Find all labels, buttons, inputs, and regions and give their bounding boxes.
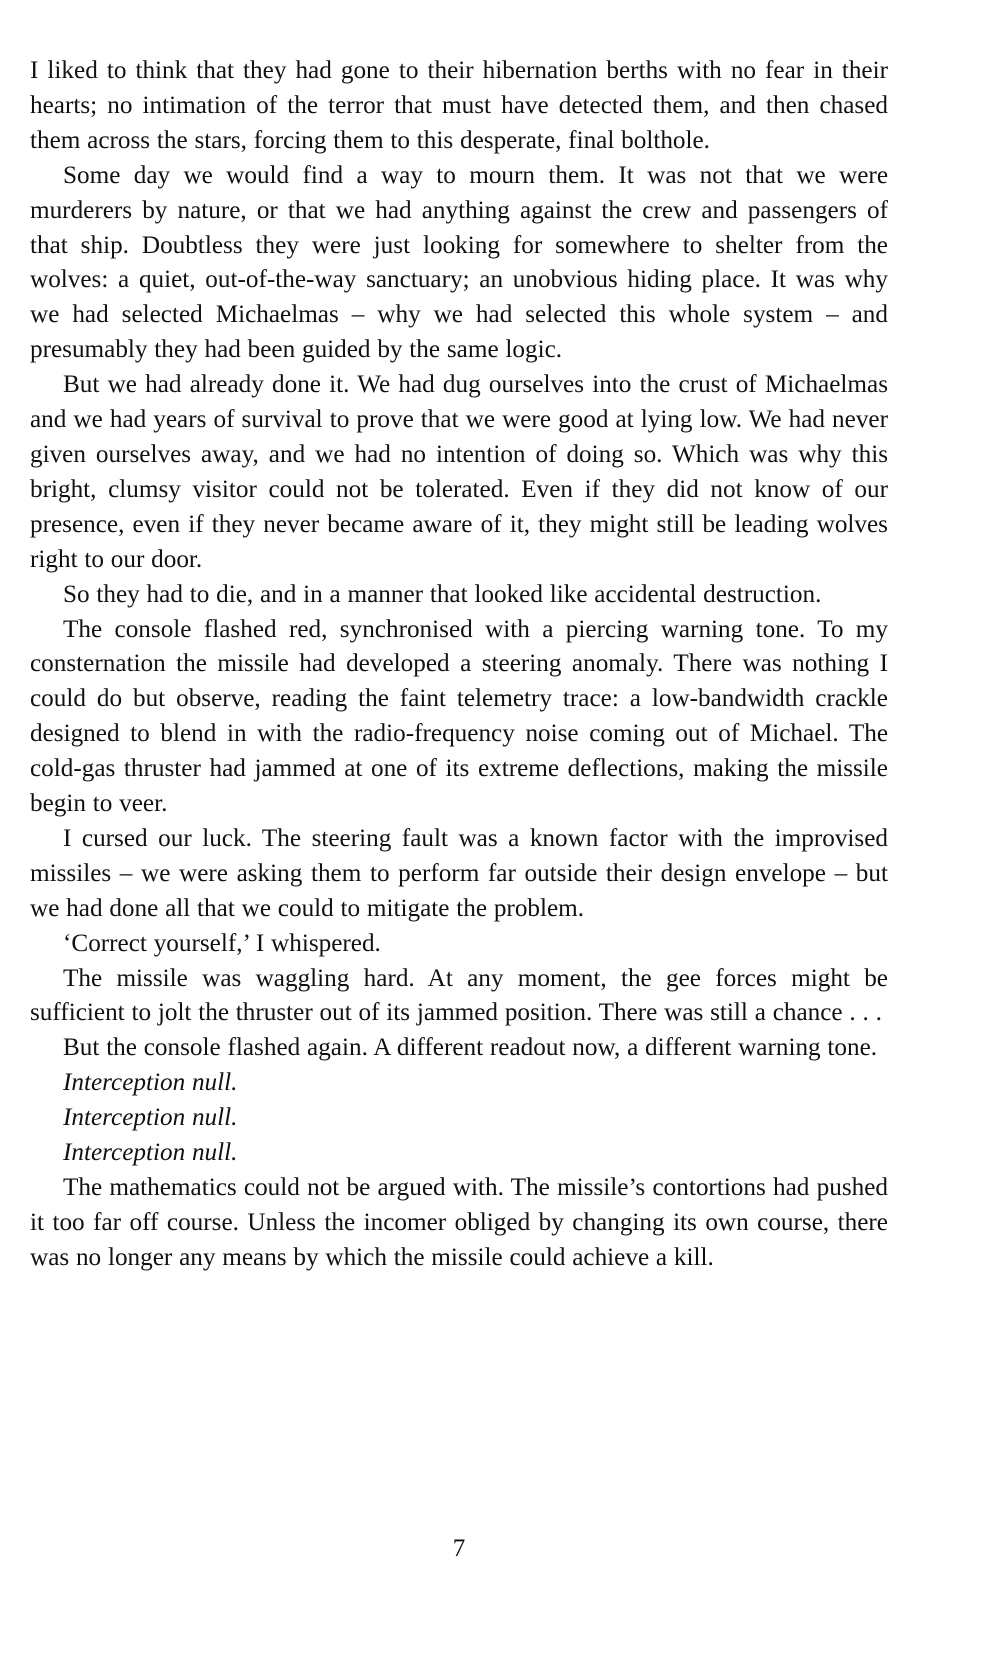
paragraph-waggling: The missile was waggling hard. At any moment, the gee forces might be sufficient to jolt the thruster out of its jammed position. There was still a chance . . . (30, 964, 888, 1027)
paragraph-flashed-again: But the console flashed again. A different readout now, a different warning tone. (63, 1034, 878, 1062)
paragraph-cursed-luck: I cursed our luck. The steering fault was a known factor with the improvised missiles – we were asking them to perform far outside their design envelope – but we had done all that we could to mitigate the problem. (30, 824, 888, 922)
paragraph-mourn: Some day we would find a way to mourn them. It was not that we were murderers by nature, or that we had anything against the crew and passengers of that ship. Doubtless they were just looking for somewhere to shelter from the wolves: a quiet, out-of-the-way sanctuary; an unobvious hiding place. It was why we had selected Michaelmas – why we had selected this whole system – and presumably they had been guided by the same logic. (30, 161, 888, 364)
paragraph-interception-3: Interception null. (63, 1139, 238, 1167)
paragraph-mathematics: The mathematics could not be argued with. The missile’s contortions had pushed it too far off course. Unless the incomer obliged by changing its own course, there was no longer any means by which the missile could achieve a kill. (30, 1174, 888, 1271)
paragraph-already-done: But we had already done it. We had dug ourselves into the crust of Michaelmas and we had years of survival to prove that we were good at lying low. We had never given ourselves away, and we had no intention of doing so. Which was why this bright, clumsy visitor could not be tolerated. Even if they did not know of our presence, even if they never became aware of it, they might still be leading wolves right to our door. (30, 371, 888, 573)
paragraph-interception-2: Interception null. (63, 1104, 238, 1132)
page-number: 7 (452, 1535, 466, 1562)
paragraph-whisper: ‘Correct yourself,’ I whispered. (63, 929, 381, 957)
book-page-text (30, 54, 888, 1276)
paragraph-interception-1: Interception null. (63, 1069, 238, 1097)
paragraph-hibernation: I liked to think that they had gone to their hibernation berths with no fear in their hearts; no intimation of the terror that must have detected them, and then chased them across the stars, forcing them to this desperate, final bolthole. (30, 57, 888, 154)
paragraph-had-to-die: So they had to die, and in a manner that looked like accidental destruction. (63, 580, 822, 608)
paragraph-console-flashed: The console flashed red, synchronised with a piercing warning tone. To my consternation the missile had developed a steering anomaly. There was nothing I could do but observe, reading the faint telemetry trace: a low-bandwidth crackle designed to blend in with the radio-frequency noise coming out of Michael. The cold-gas thruster had jammed at one of its extreme deflections, making the missile begin to veer. (30, 615, 888, 818)
